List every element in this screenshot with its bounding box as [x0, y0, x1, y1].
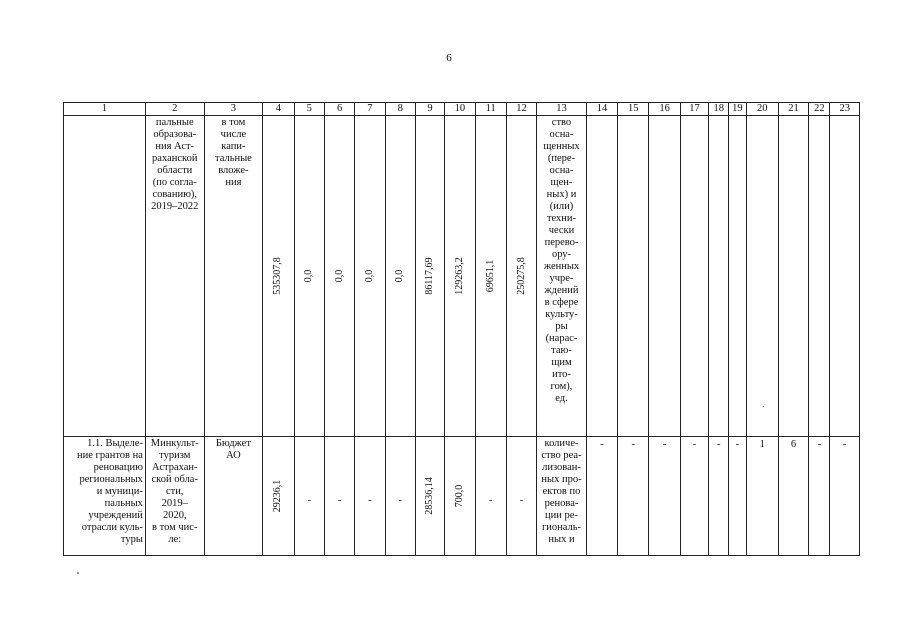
cell-value — [294, 116, 324, 437]
data-table — [63, 102, 860, 556]
col-header: 2 — [145, 103, 204, 116]
cell-funding-source: в том числе капи- тальные вложе- ния — [204, 116, 263, 437]
value-text: 69651,1 — [484, 259, 496, 293]
cell-empty — [618, 116, 649, 437]
col-header: 19 — [729, 103, 746, 116]
value-text: 535307,8 — [272, 257, 284, 295]
col-header: 23 — [830, 103, 860, 116]
col-header: 10 — [445, 103, 475, 116]
value-text: 0,0 — [394, 269, 406, 283]
cell-value — [355, 437, 385, 556]
col-header: 3 — [204, 103, 263, 116]
value-text: - — [716, 439, 721, 450]
cell-value — [385, 437, 415, 556]
cell-value — [385, 116, 415, 437]
col-header: 17 — [680, 103, 708, 116]
value-text: - — [842, 439, 847, 450]
cell-executor-continued — [64, 116, 146, 437]
cell-value — [729, 437, 746, 556]
value-text: 0,0 — [363, 269, 375, 283]
cell-value — [746, 437, 778, 556]
col-header: 6 — [324, 103, 354, 116]
value-text: 29236,1 — [272, 479, 284, 513]
cell-value — [709, 437, 729, 556]
col-header: 9 — [415, 103, 444, 116]
value-text: 28536,14 — [424, 477, 436, 515]
cell-value — [445, 437, 475, 556]
value-text: - — [307, 495, 311, 506]
value-text: 0,0 — [333, 269, 345, 283]
cell-empty — [709, 116, 729, 437]
col-header: 5 — [294, 103, 324, 116]
cell-value — [649, 437, 680, 556]
cell-indicator: количе- ство реа- лизован- ных про- ектов по ренова- ции ре- гиональ- ных и — [537, 437, 587, 556]
value-text: - — [519, 495, 524, 506]
col-header: 7 — [355, 103, 385, 116]
col-header: 4 — [263, 103, 294, 116]
cell-value — [415, 437, 444, 556]
col-header: 21 — [778, 103, 808, 116]
cell-total — [263, 437, 294, 556]
value-text: - — [662, 439, 667, 450]
cell-value — [475, 116, 506, 437]
cell-value — [294, 437, 324, 556]
value-text: 0,0 — [303, 269, 315, 283]
col-header: 8 — [385, 103, 415, 116]
value-text: 86117,69 — [424, 257, 436, 295]
cell-empty — [680, 116, 708, 437]
cell-executor: Минкульт- туризм Астрахан- ской обла- сти, 2019– 2020, в том чис- ле: — [145, 437, 204, 556]
cell-empty — [778, 116, 808, 437]
cell-value — [324, 116, 354, 437]
value-text: - — [817, 439, 822, 450]
cell-total — [263, 116, 294, 437]
header-row — [64, 103, 860, 116]
value-text: - — [631, 439, 636, 450]
value-text: 250275,8 — [515, 257, 527, 295]
cell-empty — [746, 116, 778, 437]
cell-value — [355, 116, 385, 437]
cell-activity: 1.1. Выделе- ние грантов на реновацию региональных и муници- пальных учреждений отрасли куль- туры — [64, 437, 146, 556]
cell-value — [475, 437, 506, 556]
cell-empty — [729, 116, 746, 437]
cell-value — [324, 437, 354, 556]
value-text: - — [488, 495, 493, 506]
col-header: 1 — [64, 103, 146, 116]
cell-value — [809, 437, 830, 556]
cell-value — [506, 116, 536, 437]
value-text: 1 — [759, 439, 765, 450]
col-header: 20 — [746, 103, 778, 116]
value-text: - — [600, 439, 604, 450]
value-text: - — [398, 495, 402, 506]
cell-empty — [809, 116, 830, 437]
cell-value — [778, 437, 808, 556]
col-header: 13 — [537, 103, 587, 116]
cell-value — [415, 116, 444, 437]
page-number: 6 — [446, 52, 452, 64]
col-header: 12 — [506, 103, 536, 116]
col-header: 11 — [475, 103, 506, 116]
cell-executor: пальные образова- ния Аст- раханской области (по согла- сованию), 2019–2022 — [145, 116, 204, 437]
cell-empty — [649, 116, 680, 437]
value-text: - — [692, 439, 697, 450]
cell-value — [830, 437, 860, 556]
cell-value — [445, 116, 475, 437]
col-header: 18 — [709, 103, 729, 116]
cell-value — [506, 437, 536, 556]
value-text: 129263,2 — [453, 257, 465, 295]
value-text: - — [368, 495, 372, 506]
stray-mark: . — [762, 400, 765, 409]
scan-artifact — [77, 572, 79, 574]
cell-value — [586, 437, 617, 556]
value-text: - — [735, 439, 740, 450]
cell-value — [618, 437, 649, 556]
col-header: 15 — [618, 103, 649, 116]
value-text: - — [337, 495, 342, 506]
table-row — [64, 437, 860, 556]
cell-empty — [586, 116, 617, 437]
col-header: 14 — [586, 103, 617, 116]
cell-empty — [830, 116, 860, 437]
cell-value — [680, 437, 708, 556]
col-header: 22 — [809, 103, 830, 116]
value-text: 700,0 — [453, 484, 465, 508]
table-row — [64, 116, 860, 437]
cell-funding-source: Бюджет АО — [204, 437, 263, 556]
cell-indicator: ство осна- щенных (пере- осна- щен- ных) и (или) техни- чески перево- ору- женных учре- ждений в сфере культу- ры (нарас- таю- щим ито- гом), ед. — [537, 116, 587, 437]
col-header: 16 — [649, 103, 680, 116]
value-text: 6 — [790, 439, 797, 450]
